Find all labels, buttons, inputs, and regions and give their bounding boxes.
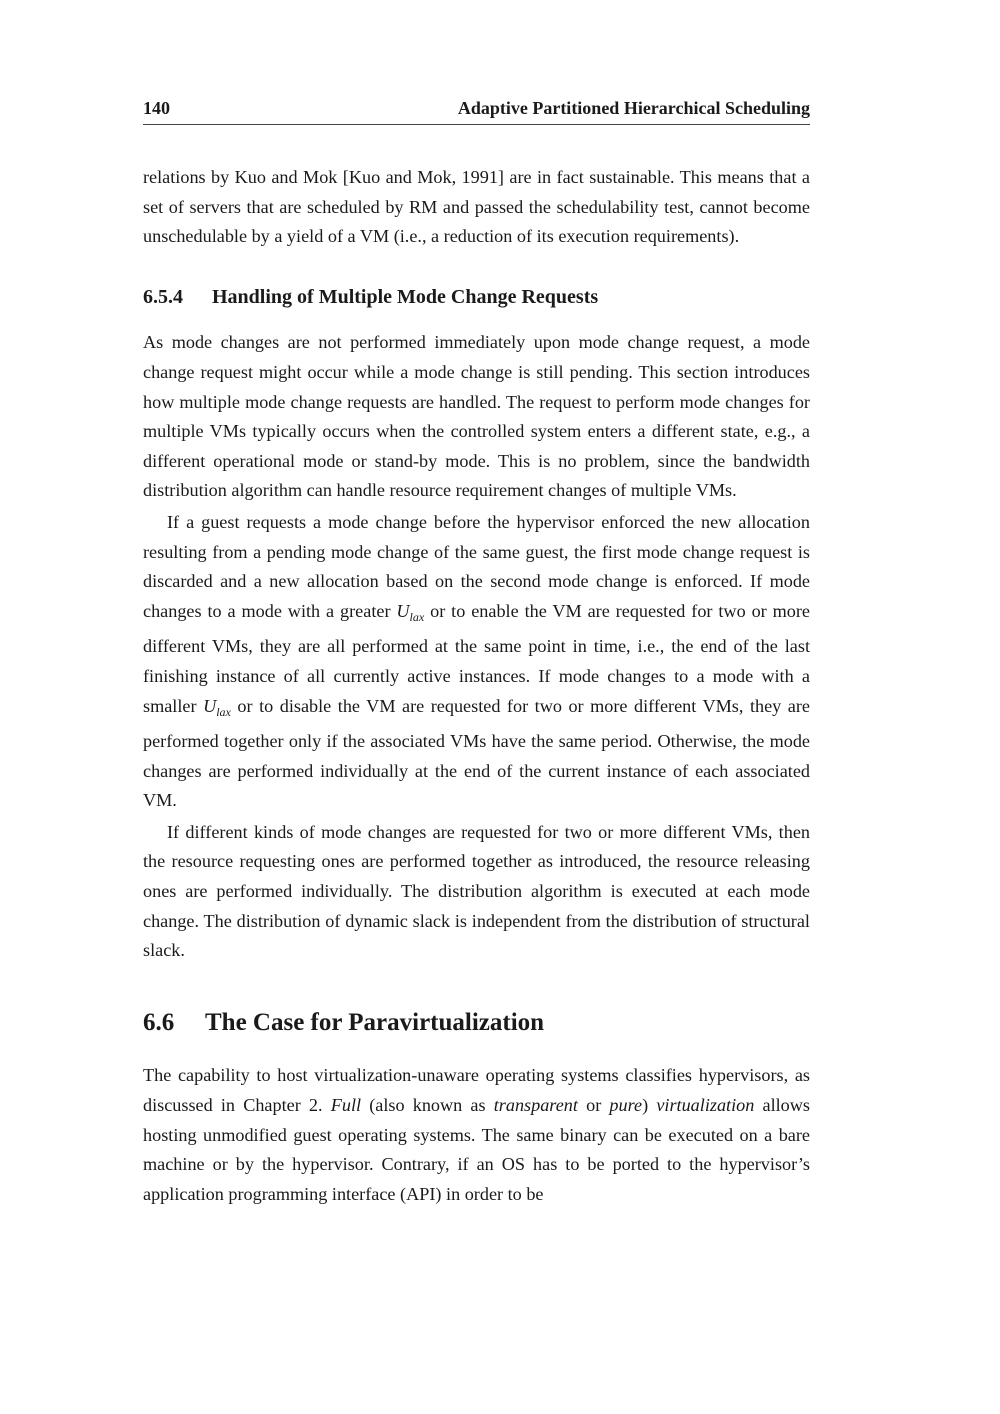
p2-text-c: or to disable the VM are requested for two or more different VMs, they are performed together only if the associated VMs have the same period. Otherwise, the mode changes are performed individually at the end of the current instance of each associated VM. [143,695,810,811]
term-full: Full [330,1095,362,1116]
term-pure: pure [609,1095,643,1116]
subsection-heading [143,283,810,313]
running-header [143,98,810,125]
p4-text-d: ) [642,1095,657,1116]
paragraph-4 [143,1061,810,1209]
subsection-number: 6.5.4 [143,285,183,308]
paragraph-2 [143,508,810,816]
subsection-title: Handling of Multiple Mode Change Requests [212,285,599,308]
math-u-lax [203,695,231,719]
p4-text-a: The capability to host virtualization-unaware operating systems classifies hypervisors, as discussed in Chapter 2. [143,1065,810,1116]
section-number: 6.6 [143,1008,175,1036]
math-u-lax [396,600,425,624]
p2-text-b: or to enable the VM are requested for two or more different VMs, they are all performed at the same point in time, i.e., the end of the last finishing instance of all currently active instances. If mode changes to a mode with a smaller [143,600,810,716]
page-number: 140 [143,98,170,118]
p2-text-a: If a guest requests a mode change before the hypervisor enforced the new allocation resulting from a pending mode change of the same guest, the first mode change request is discarded and a new allocation based on the second mode change is enforced. If mode changes to a mode with a greater [143,511,810,621]
body-text [143,163,810,1209]
p4-text-e: allows hosting unmodified guest operating systems. The same binary can be executed on a bare machine or by the hypervisor. Contrary, if an OS has to be ported to the hypervisor’s application programming interface (API) in order to be [143,1095,810,1204]
running-title: Adaptive Partitioned Hierarchical Scheduling [457,98,810,118]
paragraph-1: As mode changes are not performed immediately upon mode change request, a mode change request might occur while a mode change is still pending. This section introduces how multiple mode change requests are handled. The request to perform mode changes for multiple VMs typically occurs when the controlled system enters a different state, e.g., a different operational mode or stand-by mode. This is no problem, since the bandwidth distribution algorithm can handle resource requirement changes of multiple VMs. [143,332,810,501]
math-lax-subscript: lax [409,609,425,624]
paragraph-intro: relations by Kuo and Mok [Kuo and Mok, 1991] are in fact sustainable. This means that a set of servers that are scheduled by RM and passed the schedulability test, cannot become unschedulable by a yield of a VM (i.e., a reduction of its execution requirements). [143,167,810,247]
p4-text-b: (also known as [361,1095,494,1116]
term-virtualization: virtualization [656,1095,755,1116]
section-heading [143,1008,810,1038]
math-lax-subscript: lax [216,704,231,719]
term-transparent: transparent [493,1095,578,1116]
section-title: The Case for Paravirtualization [205,1008,545,1036]
math-u: U [203,695,217,716]
paragraph-3: If different kinds of mode changes are requested for two or more different VMs, then the resource requesting ones are performed together as introduced, the resource releasing ones are performed individually. The distribution algorithm is executed at each mode change. The distribution of dynamic slack is independent from the distribution of structural slack. [143,821,810,961]
math-u: U [396,600,410,621]
p4-text-c: or [577,1095,610,1116]
